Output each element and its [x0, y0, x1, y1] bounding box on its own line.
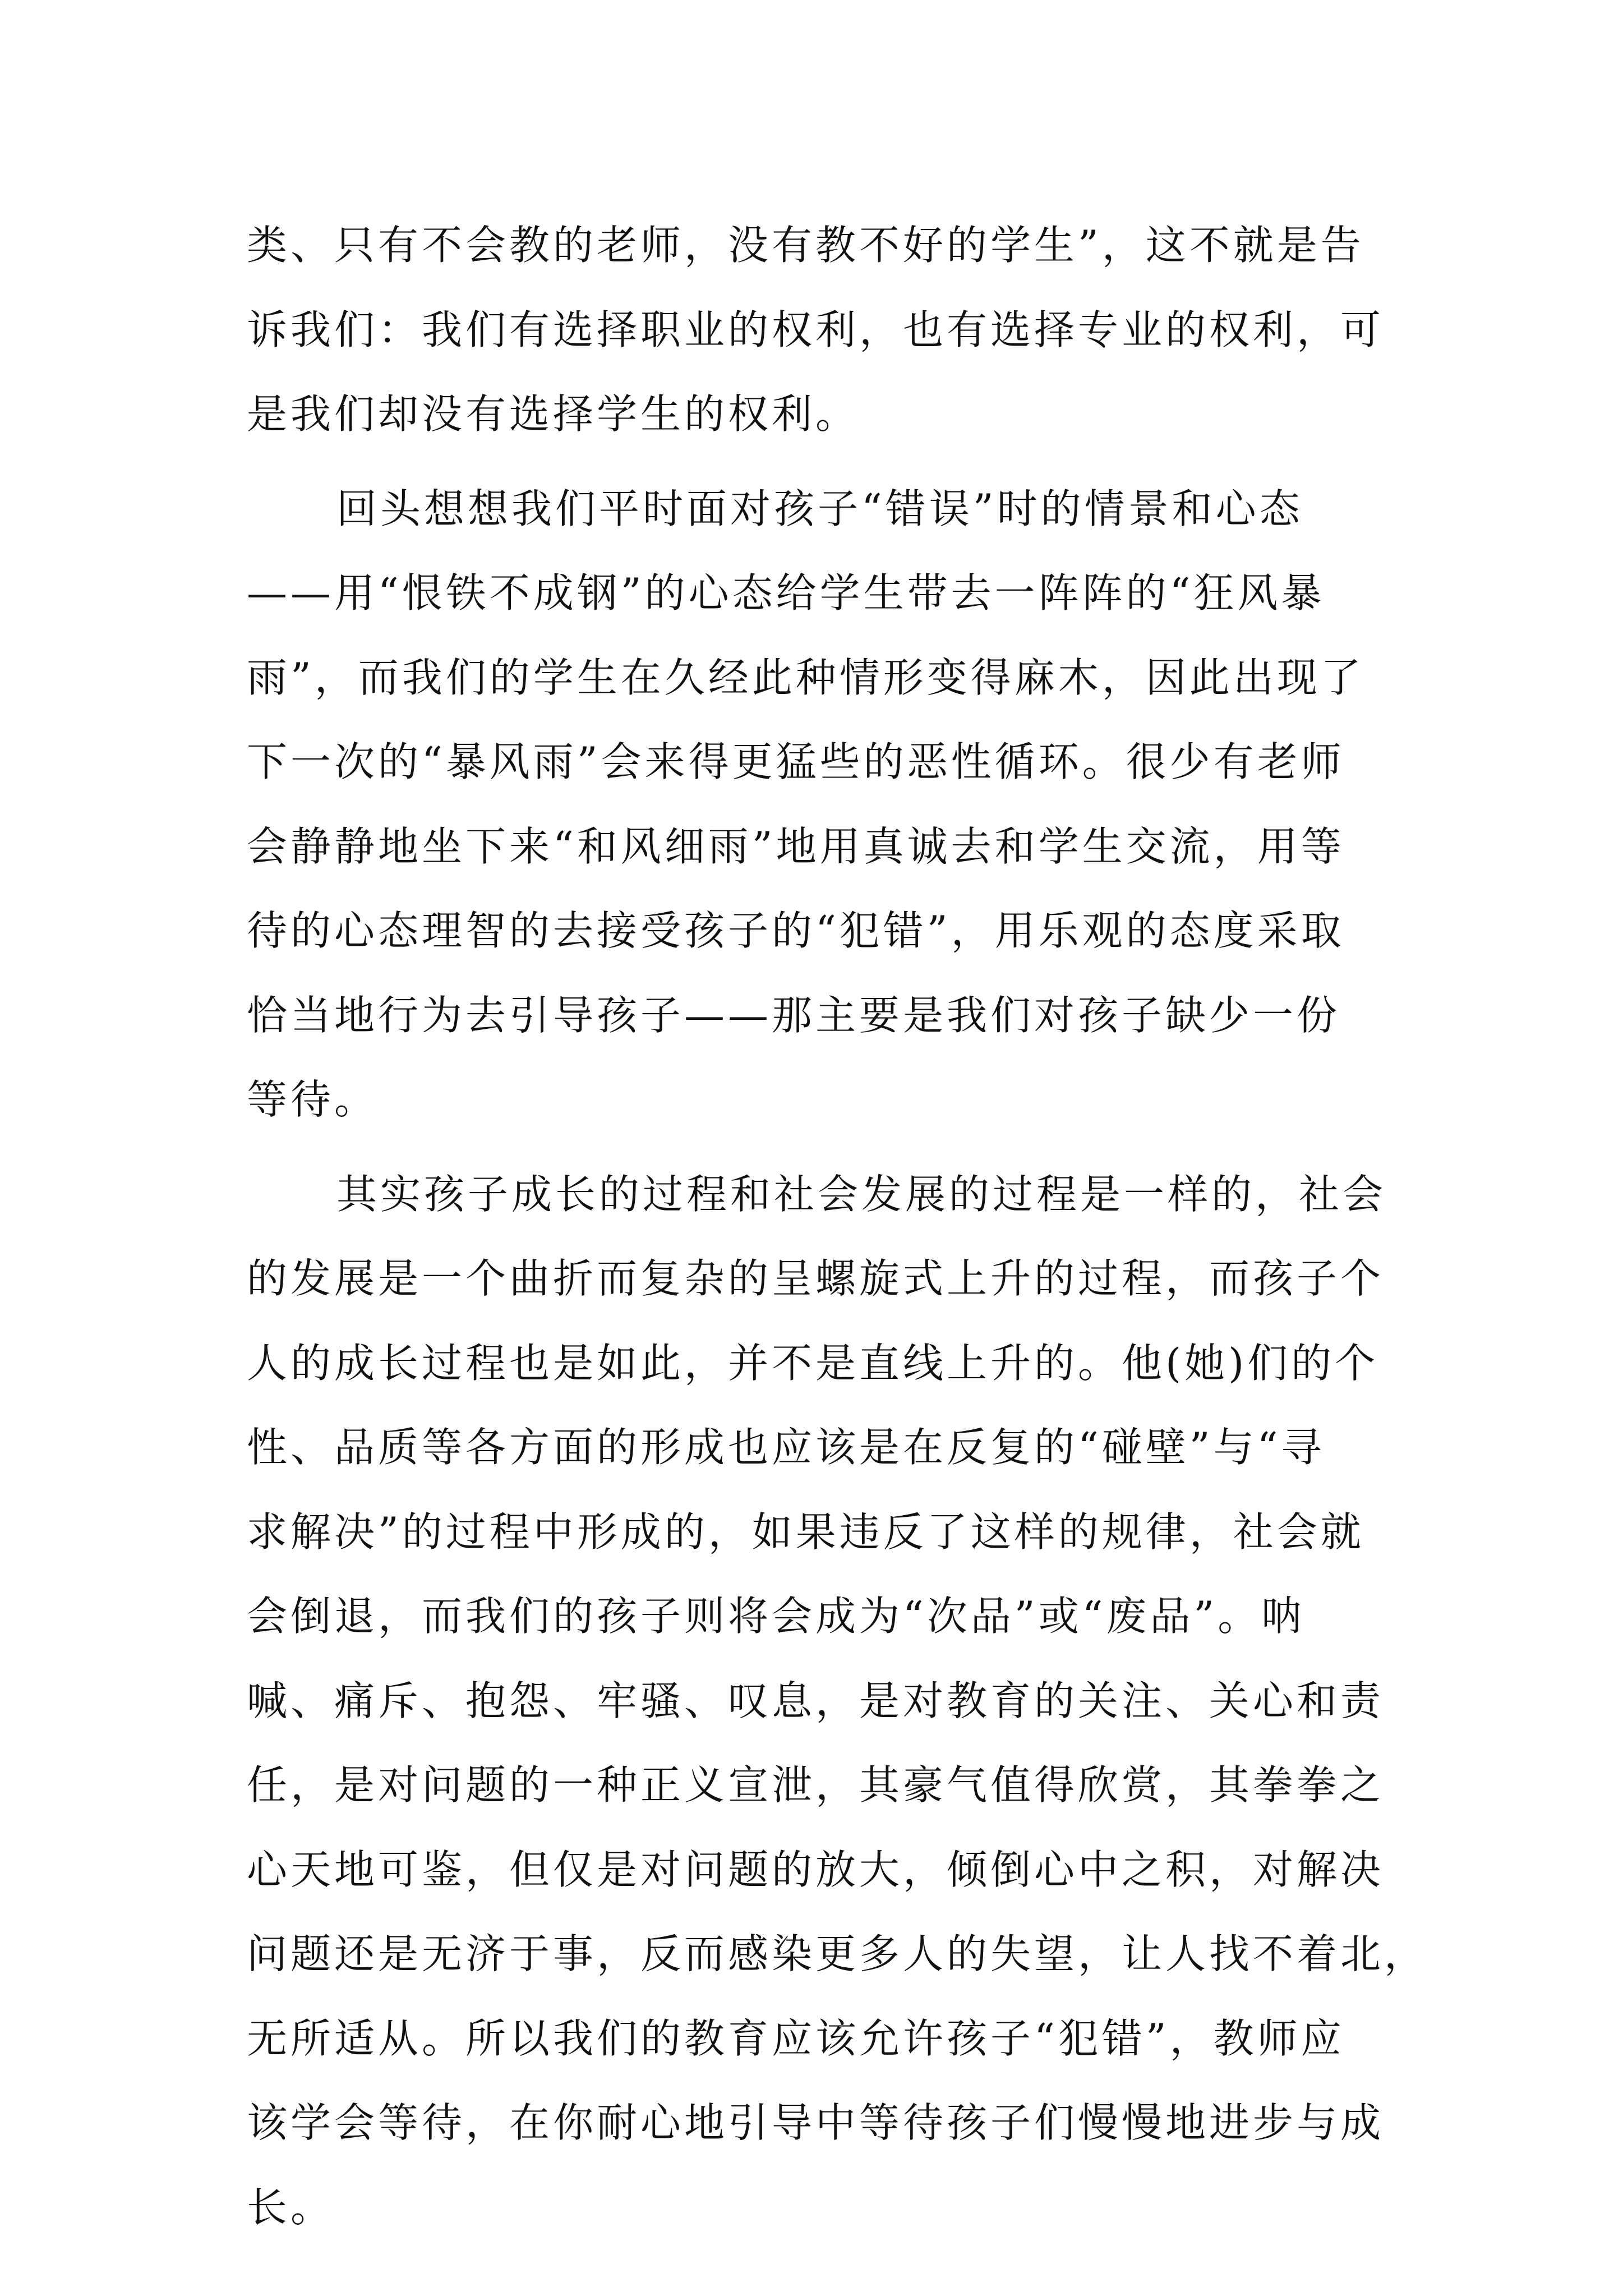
paragraph-line: 无所适从。所以我们的教育应该允许孩子“犯错”，教师应: [247, 2014, 1345, 2062]
paragraph-line: 其实孩子成长的过程和社会发展的过程是一样的，社会: [336, 1170, 1387, 1218]
paragraph-3: [247, 1152, 1428, 2250]
paragraph-line: 人的成长过程也是如此，并不是直线上升的。他(她)们的个: [247, 1339, 1379, 1387]
paragraph-line: 性、品质等各方面的形成也应该是在反复的“碰壁”与“寻: [247, 1424, 1325, 1471]
paragraph-spacer: [247, 457, 1385, 467]
body-text: [247, 203, 1428, 2249]
paragraph-line: ——用“恨铁不成钢”的心态给学生带去一阵阵的“狂风暴: [247, 569, 1325, 616]
paragraph-spacer: [247, 1142, 1385, 1152]
paragraph-line: 会倒退，而我们的孩子则将会成为“次品”或“废品”。呐: [247, 1593, 1306, 1640]
paragraph-line: 恰当地行为去引导孩子——那主要是我们对孩子缺少一份: [247, 991, 1341, 1039]
paragraph-line: 回头想想我们平时面对孩子“错误”时的情景和心态: [336, 485, 1303, 532]
paragraph-line: 任，是对问题的一种正义宣泄，其豪气值得欣赏，其拳拳之: [247, 1761, 1385, 1809]
paragraph-line: 待的心态理智的去接受孩子的“犯错”，用乐观的态度采取: [247, 907, 1345, 954]
paragraph-1: [247, 203, 1385, 457]
paragraph-line: 是我们却没有选择学生的权利。: [247, 390, 860, 438]
paragraph-line: 的发展是一个曲折而复杂的呈螺旋式上升的过程，而孩子个: [247, 1255, 1385, 1302]
paragraph-line: 诉我们：我们有选择职业的权利，也有选择专业的权利，可: [247, 306, 1385, 353]
paragraph-line: 该学会等待，在你耐心地引导中等待孩子们慢慢地进步与成: [247, 2099, 1385, 2146]
paragraph-line: 心天地可鉴，但仅是对问题的放大，倾倒心中之积，对解决: [247, 1846, 1385, 1893]
paragraph-line: 会静静地坐下来“和风细雨”地用真诚去和学生交流，用等: [247, 822, 1345, 870]
paragraph-2: [247, 467, 1385, 1142]
paragraph-line: 类、只有不会教的老师，没有教不好的学生”，这不就是告: [247, 222, 1364, 269]
paragraph-line: 等待。: [247, 1076, 379, 1123]
paragraph-line: 雨”，而我们的学生在久经此种情形变得麻木，因此出现了: [247, 654, 1364, 701]
paragraph-line: 求解决”的过程中形成的，如果违反了这样的规律，社会就: [247, 1508, 1364, 1556]
paragraph-line: 长。: [247, 2183, 335, 2231]
paragraph-line: 问题还是无济于事，反而感染更多人的失望，让人找不着北，: [247, 1930, 1428, 1977]
paragraph-line: 下一次的“暴风雨”会来得更猛些的恶性循环。很少有老师: [247, 738, 1345, 785]
paragraph-line: 喊、痛斥、抱怨、牢骚、叹息，是对教育的关注、关心和责: [247, 1677, 1385, 1724]
